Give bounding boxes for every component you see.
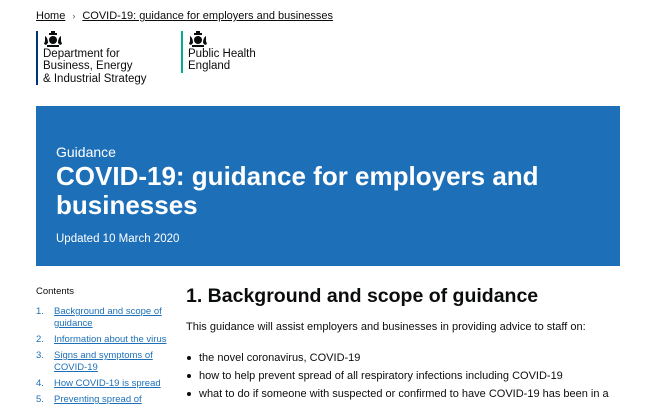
contents-link[interactable]: Signs and symptoms of COVID-19 — [54, 350, 153, 373]
contents-item-4[interactable] — [36, 378, 171, 390]
contents-item-1[interactable] — [36, 306, 171, 330]
main-content — [186, 284, 636, 400]
breadcrumb — [36, 10, 333, 22]
list-item: the novel coronavirus, COVID-19 — [186, 349, 609, 367]
list-item: what to do if someone with suspected or confirmed to have COVID-19 has been in a — [186, 385, 609, 403]
contents-number: 2. — [36, 334, 44, 345]
list-item: how to help prevent spread of all respiratory infections including COVID-19 — [186, 367, 609, 385]
organisation-name: Public Health England — [188, 48, 256, 73]
contents-link[interactable]: Preventing spread of — [54, 394, 142, 405]
page-title: COVID-19: guidance for employers and businesses — [56, 161, 539, 220]
updated-date: Updated 10 March 2020 — [56, 233, 180, 245]
contents-list — [36, 306, 171, 406]
section-heading: 1. Background and scope of guidance — [186, 285, 539, 307]
contents-number: 4. — [36, 378, 44, 389]
section-intro: This guidance will assist employers and businesses in providing advice to staff on: — [186, 321, 586, 333]
contents-link[interactable]: How COVID-19 is spread — [54, 378, 161, 389]
chevron-right-icon: › — [72, 11, 76, 21]
organisation-beis[interactable] — [36, 31, 147, 85]
contents-item-2[interactable] — [36, 334, 171, 346]
bullet-list — [186, 349, 609, 403]
breadcrumb-current-link[interactable]: COVID-19: guidance for employers and businesses — [82, 10, 334, 22]
organisation-name: Department for Business, Energy & Industrial Strategy — [43, 48, 147, 85]
contents-number: 5. — [36, 394, 44, 405]
contents-link[interactable]: Background and scope of guidance — [54, 306, 162, 329]
breadcrumb-home-link[interactable]: Home — [36, 10, 66, 22]
document-type: Guidance — [56, 144, 116, 160]
royal-crest-icon — [188, 31, 208, 47]
organisation-phe[interactable] — [181, 31, 256, 73]
contents-title: Contents — [36, 286, 75, 297]
contents-number: 1. — [36, 306, 44, 317]
contents-item-5[interactable] — [36, 394, 171, 406]
royal-crest-icon — [43, 31, 63, 47]
contents-item-3[interactable] — [36, 350, 171, 374]
title-banner — [36, 106, 620, 266]
contents-nav — [36, 286, 171, 410]
contents-link[interactable]: Information about the virus — [54, 334, 167, 345]
contents-number: 3. — [36, 350, 44, 361]
